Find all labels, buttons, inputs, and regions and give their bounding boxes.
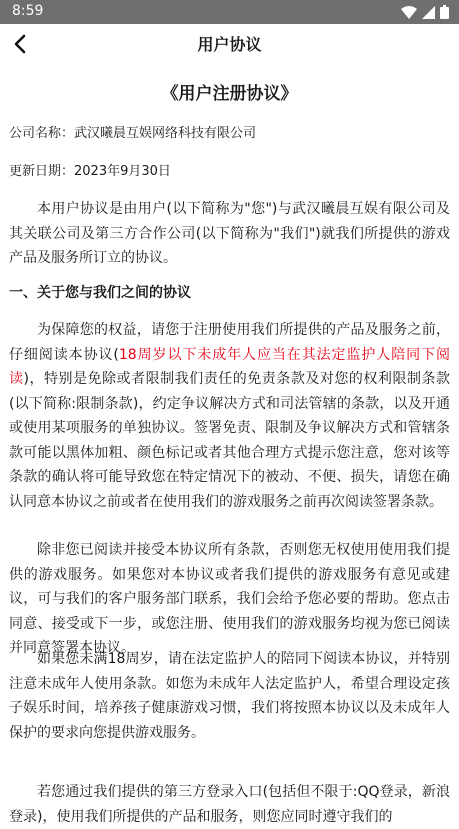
signal-icon [422,6,435,19]
paragraph-text: )，特别是免除或者限制我们责任的免责条款及对您的权利限制条款(以下简称:限制条款)，约定争议解决方式和司法管辖的条款，以及开通或使用某项服务的单独协议。签署免责、限制及争议解决方式和管辖条款可能以黑体加粗、颜色标记或者其他合理方式提示您注意，您对该等条款的确认将可能导致您在特定情况下的被动、不便、损失，请您在确认同意本协议之前或者在使用我们的游戏服务之前再次阅读签署条款。 [9,371,451,510]
status-bar [0,0,459,24]
paragraph-minors: 如果您未满18周岁，请在法定监护人的陪同下阅读本协议，并特别注意未成年人使用条款。如您为未成年人法定监护人，希望合理设定孩子娱乐时间，培养孩子健康游戏习惯，我们将按照本协议以及未成年人保护的要求向您提供游戏服务。 [9,651,450,741]
paragraph-acceptance: 除非您已阅读并接受本协议所有条款，否则您无权使用使用我们提供的游戏服务。如果您对本协议或者我们提供的游戏服务有意见或建议，可与我们的客户服务部门联系，我们会给予您必要的帮助。您点击同意、接受或下一步，或您注册、使用我们的游戏服务均视为您已阅读并同意签署本协议。 [9,542,450,656]
update-date: 更新日期：2023年9月30日 [9,164,171,179]
nav-bar [0,24,459,64]
minor-notice-highlight: 18周岁以下未成年人应当在其法定监护人陪同下阅读 [9,346,450,387]
page-title: 用户协议 [197,35,262,54]
intro-paragraph: 本用户协议是由用户(以下简称为"您")与武汉曦晨互娱有限公司及其关联公司及第三方合作公司(以下简称为"我们")就我们所提供的游戏产品及服务所订立的协议。 [9,201,450,266]
paragraph-text: 为保障您的权益，请您于注册使用我们所提供的产品及服务之前，仔细阅读本协议( [9,322,450,363]
company-name: 公司名称：武汉曦晨互娱网络科技有限公司 [9,126,257,141]
wifi-icon [401,6,417,19]
paragraph-third-party: 若您通过我们提供的第三方登录入口(包括但不限于:QQ登录，新浪登录)，使用我们所提供的产品和服务，则您应同时遵守我们的 [9,784,450,825]
section-heading: 一、关于您与我们之间的协议 [9,285,191,301]
paragraph-consent [9,318,450,514]
battery-icon [440,5,449,19]
status-icons [401,5,449,19]
document-title: 《用户注册协议》 [161,84,298,104]
agreement-content[interactable] [0,64,459,825]
status-time: 8:59 [12,3,44,19]
